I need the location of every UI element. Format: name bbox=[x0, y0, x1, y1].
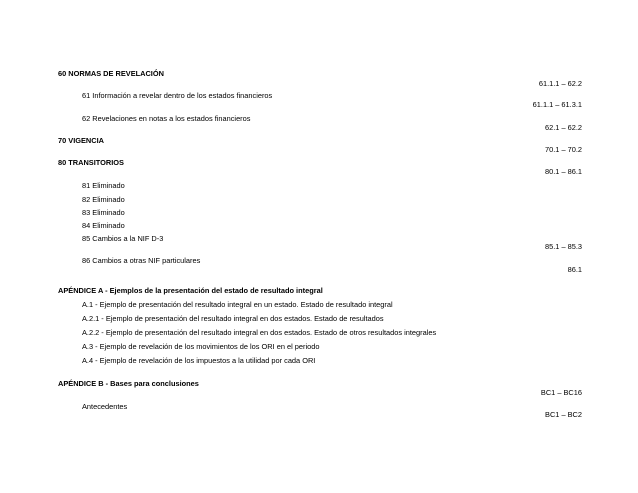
toc-range-60: 61.1.1 – 62.2 bbox=[538, 79, 582, 88]
toc-entry-62: 62 Revelaciones en notas a los estados financieros bbox=[82, 114, 251, 123]
toc-entry-a4: A.4 - Ejemplo de revelación de los impuestos a la utilidad por cada ORI bbox=[82, 356, 316, 365]
toc-range-86: 86.1 bbox=[567, 265, 582, 274]
toc-entry-81: 81 Eliminado bbox=[82, 181, 125, 190]
toc-entry-a1: A.1 - Ejemplo de presentación del resultado integral en un estado. Estado de resultado integral bbox=[82, 300, 393, 309]
toc-heading-70: 70 VIGENCIA bbox=[58, 136, 105, 145]
toc-range-appendix-b: BC1 – BC16 bbox=[540, 388, 582, 397]
toc-range-80: 80.1 – 86.1 bbox=[545, 167, 582, 176]
toc-entry-61: 61 Información a revelar dentro de los estados financieros bbox=[82, 91, 273, 100]
toc-range-70: 70.1 – 70.2 bbox=[545, 145, 582, 154]
toc-entry-a21: A.2.1 - Ejemplo de presentación del resultado integral en dos estados. Estado de resultados bbox=[82, 314, 384, 323]
toc-range-62: 62.1 – 62.2 bbox=[545, 123, 582, 132]
toc-heading-60: 60 NORMAS DE REVELACIÓN bbox=[58, 69, 164, 78]
toc-entry-a3: A.3 - Ejemplo de revelación de los movimientos de los ORI en el periodo bbox=[82, 342, 320, 351]
toc-heading-80: 80 TRANSITORIOS bbox=[58, 158, 124, 167]
toc-range-61: 61.1.1 – 61.3.1 bbox=[532, 100, 582, 109]
toc-range-85: 85.1 – 85.3 bbox=[545, 242, 582, 251]
toc-entry-84: 84 Eliminado bbox=[82, 221, 125, 230]
toc-entry-83: 83 Eliminado bbox=[82, 208, 125, 217]
toc-entry-antecedentes: Antecedentes bbox=[82, 402, 128, 411]
toc-entry-82: 82 Eliminado bbox=[82, 195, 125, 204]
toc-heading-appendix-a: APÉNDICE A - Ejemplos de la presentación del estado de resultado integral bbox=[58, 286, 323, 295]
toc-entry-86: 86 Cambios a otras NIF particulares bbox=[82, 256, 201, 265]
toc-entry-a22: A.2.2 - Ejemplo de presentación del resultado integral en dos estados. Estado de otros resultados integrales bbox=[82, 328, 437, 337]
toc-heading-appendix-b: APÉNDICE B - Bases para conclusiones bbox=[58, 379, 199, 388]
toc-range-antecedentes: BC1 – BC2 bbox=[545, 410, 582, 419]
toc-entry-85: 85 Cambios a la NIF D-3 bbox=[82, 234, 164, 243]
